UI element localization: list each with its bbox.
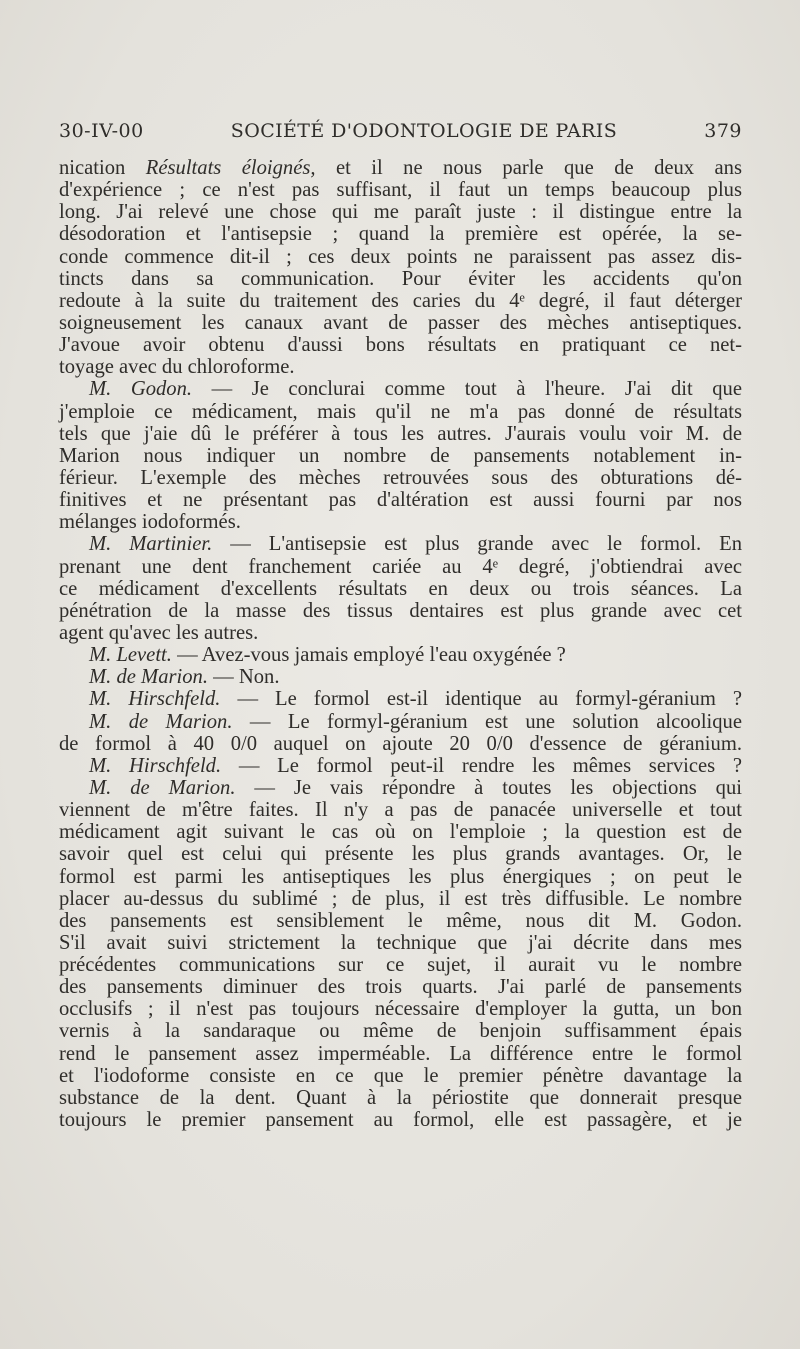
page-number: 379	[704, 120, 742, 142]
text-segment: formol est parmi les antiseptiques les plus énergiques ; on peut le	[59, 865, 742, 888]
text-line	[59, 799, 742, 821]
speaker-name: M. Hirschfeld.	[89, 754, 222, 777]
text-segment: occlusifs ; il n'est pas toujours nécessaire d'employer la gutta, un bon	[59, 998, 742, 1021]
text-segment: rend le pansement assez imperméable. La différence entre le formol	[59, 1042, 742, 1065]
text-segment: agent qu'avec les autres.	[59, 621, 259, 644]
text-line	[59, 223, 742, 245]
text-line	[59, 1020, 742, 1042]
text-segment: soigneusement les canaux avant de passer des mèches antiseptiques.	[59, 311, 742, 334]
text-segment: — Le formol est-il identique au formyl-géranium ?	[220, 688, 742, 711]
text-segment: des pansements diminuer des trois quarts. J'ai parlé de pansements	[59, 976, 742, 999]
text-segment: tincts dans sa communication. Pour éviter les accidents qu'on	[59, 267, 742, 290]
text-line	[59, 866, 742, 888]
text-line	[59, 777, 742, 799]
text-line	[59, 578, 742, 600]
text-segment: prenant une dent franchement cariée au 4ᵉ degré, j'obtiendrai avec	[59, 555, 742, 578]
text-segment: viennent de m'être faites. Il n'y a pas de panacée universelle et tout	[59, 799, 742, 822]
text-segment: toujours le premier pansement au formol, elle est passagère, et je	[59, 1109, 742, 1132]
text-line	[59, 666, 742, 688]
text-segment: — Le formol peut-il rendre les mêmes services ?	[221, 754, 742, 777]
text-segment: long. J'ai relevé une chose qui me paraît juste : il distingue entre la	[59, 201, 742, 224]
text-line	[59, 290, 742, 312]
text-line	[59, 489, 742, 511]
speaker-name: M. Godon.	[89, 378, 193, 401]
text-line	[59, 511, 742, 533]
text-line	[59, 157, 742, 179]
text-line	[59, 556, 742, 578]
text-line	[59, 356, 742, 378]
text-segment: tels que j'aie dû le préférer à tous les autres. J'aurais voulu voir M. de	[59, 422, 742, 445]
text-segment: substance de la dent. Quant à la périostite que donnerait presque	[59, 1086, 742, 1109]
text-line	[59, 533, 742, 555]
text-segment: ce médicament d'excellents résultats en deux ou trois séances. La	[59, 577, 742, 600]
text-line	[59, 998, 742, 1020]
text-segment: férieur. L'exemple des mèches retrouvées sous des obturations dé-	[59, 466, 742, 489]
text-segment: — Avez-vous jamais employé l'eau oxygénée ?	[171, 644, 566, 667]
text-segment: j'emploie ce médicament, mais qu'il ne m'a pas donné de résultats	[59, 400, 742, 423]
speaker-name: M. de Marion.	[89, 776, 236, 799]
text-line	[59, 910, 742, 932]
text-line	[59, 179, 742, 201]
text-segment: désodoration et l'antisepsie ; quand la première est opérée, la se-	[59, 223, 742, 246]
header-title: SOCIÉTÉ D'ODONTOLOGIE DE PARIS	[230, 120, 618, 142]
text-segment: médicament agit suivant le cas où on l'emploie ; la question est de	[59, 821, 742, 844]
text-line	[59, 644, 742, 666]
text-line	[59, 445, 742, 467]
text-segment: de formol à 40 0/0 auquel on ajoute 20 0/0 d'essence de géranium.	[59, 732, 742, 755]
text-line	[59, 733, 742, 755]
text-segment: Marion nous indiquer un nombre de pansements notablement in-	[59, 444, 742, 467]
text-segment: redoute à la suite du traitement des caries du 4ᵉ degré, il faut déterger	[59, 289, 742, 312]
text-segment: précédentes communications sur ce sujet, il aurait vu le nombre	[59, 954, 742, 977]
text-segment: et l'iodoforme consiste en ce que le premier pénètre davantage la	[59, 1064, 742, 1087]
speaker-name: Résultats éloignés,	[145, 157, 316, 179]
text-line	[59, 976, 742, 998]
text-line	[59, 423, 742, 445]
text-segment: — Je vais répondre à toutes les objections qui	[235, 776, 742, 799]
text-line	[59, 954, 742, 976]
text-segment: pénétration de la masse des tissus dentaires est plus grande avec cet	[59, 599, 742, 622]
text-segment: savoir quel est celui qui présente les plus grands avantages. Or, le	[59, 843, 742, 866]
header-date: 30-IV-00	[59, 120, 144, 142]
text-segment: des pansements est sensiblement le même, nous dit M. Godon.	[59, 909, 742, 932]
text-line	[59, 467, 742, 489]
text-line	[59, 201, 742, 223]
text-line	[59, 755, 742, 777]
text-line	[59, 1087, 742, 1109]
text-line	[59, 1109, 742, 1131]
text-line	[59, 334, 742, 356]
text-segment: placer au-dessus du sublimé ; de plus, il est très diffusible. Le nombre	[59, 887, 742, 910]
text-segment: — Le formyl-géranium est une solution alcoolique	[232, 710, 742, 733]
text-line	[59, 312, 742, 334]
text-line	[59, 600, 742, 622]
text-line	[59, 821, 742, 843]
speaker-name: M. de Marion.	[89, 710, 233, 733]
text-segment: S'il avait suivi strictement la technique que j'ai décrite dans mes	[59, 931, 742, 954]
text-segment: nication	[59, 157, 146, 179]
text-segment: toyage avec du chloroforme.	[59, 356, 295, 379]
text-segment: finitives et ne présentant pas d'altération est aussi fourni par nos	[59, 489, 742, 512]
text-line	[59, 1065, 742, 1087]
text-segment: d'expérience ; ce n'est pas suffisant, il faut un temps beaucoup plus	[59, 179, 742, 202]
speaker-name: M. Levett.	[89, 644, 172, 667]
text-line	[59, 1043, 742, 1065]
text-line	[59, 378, 742, 400]
speaker-name: M. Martinier.	[89, 533, 213, 556]
text-line	[59, 622, 742, 644]
text-segment: — Non.	[207, 666, 280, 689]
text-line	[59, 711, 742, 733]
text-segment: mélanges iodoformés.	[59, 511, 241, 534]
body-text	[59, 157, 742, 1131]
text-line	[59, 843, 742, 865]
text-segment: — Je conclurai comme tout à l'heure. J'ai dit que	[192, 378, 742, 401]
text-line	[59, 688, 742, 710]
running-header	[59, 120, 742, 150]
text-line	[59, 268, 742, 290]
text-line	[59, 932, 742, 954]
text-segment: et il ne nous parle que de deux ans	[315, 157, 742, 179]
speaker-name: M. de Marion.	[89, 666, 208, 689]
text-line	[59, 888, 742, 910]
text-segment: — L'antisepsie est plus grande avec le formol. En	[212, 533, 742, 556]
text-segment: vernis à la sandaraque ou même de benjoin suffisamment épais	[59, 1020, 742, 1043]
speaker-name: M. Hirschfeld.	[89, 688, 221, 711]
text-line	[59, 246, 742, 268]
text-segment: J'avoue avoir obtenu d'aussi bons résultats en pratiquant ce net-	[59, 334, 742, 357]
text-line	[59, 401, 742, 423]
text-segment: conde commence dit-il ; ces deux points ne paraissent pas assez dis-	[59, 245, 742, 268]
